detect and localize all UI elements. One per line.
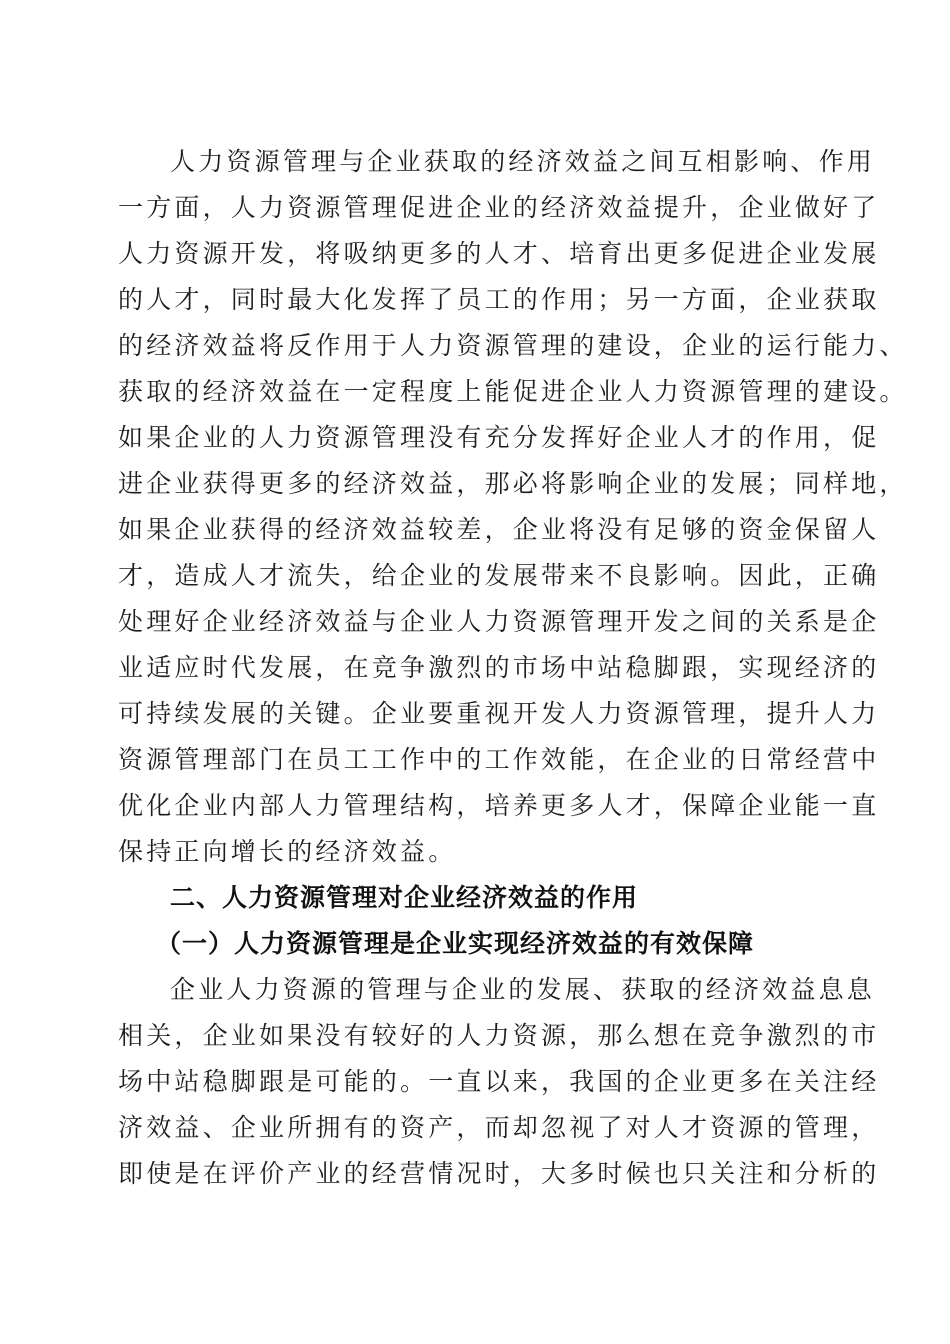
body-text-line: 业适应时代发展，在竞争激烈的市场中站稳脚跟，实现经济的 — [118, 653, 880, 682]
body-text-line: 相关，企业如果没有较好的人力资源，那么想在竞争激烈的市 — [118, 1021, 880, 1050]
body-text-line: 场中站稳脚跟是可能的。一直以来，我国的企业更多在关注经 — [118, 1067, 880, 1096]
body-text-line: 如果企业获得的经济效益较差，企业将没有足够的资金保留人 — [118, 515, 880, 544]
body-text-line: 资源管理部门在员工工作中的工作效能，在企业的日常经营中 — [118, 745, 880, 774]
subsection-heading: （一）人力资源管理是企业实现经济效益的有效保障 — [156, 929, 755, 958]
body-text-line: 的人才，同时最大化发挥了员工的作用；另一方面，企业获取 — [118, 285, 880, 314]
body-text-line: 一方面，人力资源管理促进企业的经济效益提升，企业做好了 — [118, 193, 880, 222]
body-text-line: 即使是在评价产业的经营情况时，大多时候也只关注和分析的 — [118, 1159, 880, 1188]
body-text-line: 进企业获得更多的经济效益，那必将影响企业的发展；同样地， — [118, 469, 908, 498]
body-text-line: 才，造成人才流失，给企业的发展带来不良影响。因此，正确 — [118, 561, 880, 590]
section-heading: 二、人力资源管理对企业经济效益的作用 — [170, 883, 639, 912]
body-text-line: 保持正向增长的经济效益。 — [118, 837, 457, 866]
body-text-line: 人力资源管理与企业获取的经济效益之间互相影响、作用 — [170, 147, 876, 176]
body-text-line: 企业人力资源的管理与企业的发展、获取的经济效益息息 — [170, 975, 876, 1004]
body-text-line: 人力资源开发，将吸纳更多的人才、培育出更多促进企业发展 — [118, 239, 880, 268]
body-text-line: 可持续发展的关键。企业要重视开发人力资源管理，提升人力 — [118, 699, 880, 728]
body-text-line: 获取的经济效益在一定程度上能促进企业人力资源管理的建设。 — [118, 377, 908, 406]
body-text-line: 优化企业内部人力管理结构，培养更多人才，保障企业能一直 — [118, 791, 880, 820]
body-text-line: 如果企业的人力资源管理没有充分发挥好企业人才的作用，促 — [118, 423, 880, 452]
body-text-line: 处理好企业经济效益与企业人力资源管理开发之间的关系是企 — [118, 607, 880, 636]
body-text-line: 济效益、企业所拥有的资产，而却忽视了对人才资源的管理， — [118, 1113, 880, 1142]
body-text-line: 的经济效益将反作用于人力资源管理的建设，企业的运行能力、 — [118, 331, 908, 360]
